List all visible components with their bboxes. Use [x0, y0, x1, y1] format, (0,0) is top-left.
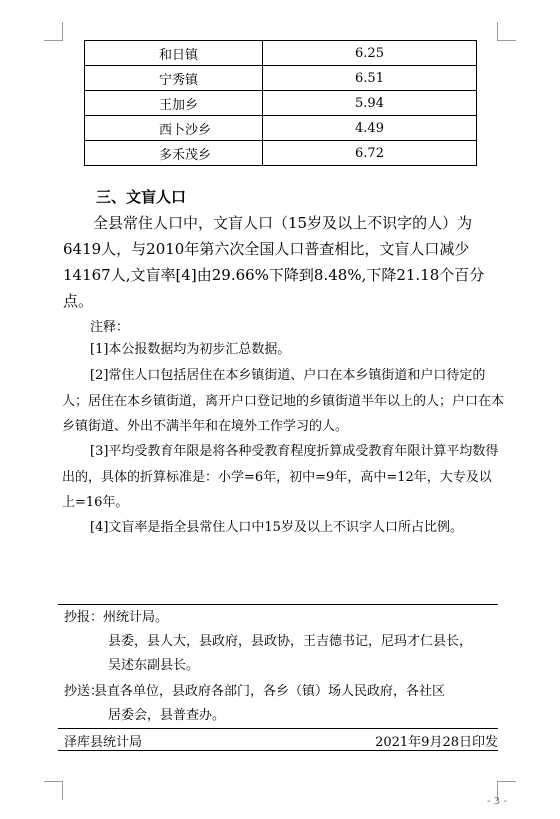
crop-mark-top-right: [497, 22, 516, 41]
illiteracy-paragraph: 全县常住人口中，文盲人口（15岁及以上不识字的人）为6419人，与2010年第六次全国人口普查相比，文盲人口减少14167人,文盲率[4]由29.66%下降到8.48%,下降21.18个百分点。: [63, 214, 485, 310]
crop-mark-bottom-left: [44, 781, 63, 800]
township-name: 和日镇: [85, 41, 263, 66]
cc-report-recipients-cont: 吴述东副县长。: [108, 658, 200, 673]
crop-mark-top-left: [44, 22, 63, 41]
township-value: 6.72: [263, 141, 477, 166]
table-row: [85, 66, 477, 91]
table-row: [85, 116, 477, 141]
table-row: [85, 41, 477, 66]
section-title: 三、文盲人口: [96, 188, 187, 206]
footer-divider-top: [58, 604, 498, 605]
cc-send-recipients: 县直各单位，县政府各部门，各乡（镇）场人民政府，各社区: [94, 684, 446, 699]
cc-report-label: 抄报：州统计局。: [64, 610, 169, 625]
township-name: 多禾茂乡: [85, 141, 263, 166]
township-name: 宁秀镇: [85, 66, 263, 91]
issue-date: 2021年9月28日印发: [375, 735, 498, 750]
note-2: [2]常住人口包括居住在本乡镇街道、户口在本乡镇街道和户口待定的人；居住在本乡镇街道，离开户口登记地的乡镇街道半年以上的人；户口在本乡镇街道、外出不满半年和在境外工作学习的人。: [62, 368, 505, 434]
footer-divider-middle: [58, 728, 498, 729]
cc-report-recipients: 县委，县人大，县政府，县政协，王吉德书记，尼玛才仁县长，: [108, 634, 473, 649]
township-name: 王加乡: [85, 91, 263, 116]
footer-divider-bottom: [58, 750, 498, 751]
table-row: [85, 141, 477, 166]
township-value: 6.25: [263, 41, 477, 66]
note-3: [3]平均受教育年限是将各种受教育程度折算成受教育年限计算平均数得出的，具体的折算标准是：小学=6年，初中=9年，高中=12年，大专及以上=16年。: [62, 444, 499, 510]
township-value: 5.94: [263, 91, 477, 116]
township-value: 6.51: [263, 66, 477, 91]
table-row: [85, 91, 477, 116]
issuer-name: 泽库县统计局: [64, 735, 143, 750]
cc-send-recipients-cont: 居委会，县普查办。: [108, 708, 226, 723]
page-number: - 3 -: [487, 796, 507, 807]
cc-send-label: 抄送：: [64, 684, 104, 699]
township-value: 4.49: [263, 116, 477, 141]
note-1: [1]本公报数据均为初步汇总数据。: [90, 342, 291, 357]
township-name: 西卜沙乡: [85, 116, 263, 141]
notes-label: 注释：: [90, 320, 130, 335]
note-4: [4]文盲率是指全县常住人口中15岁及以上不识字人口所占比例。: [90, 520, 463, 535]
township-education-table: [84, 40, 477, 166]
